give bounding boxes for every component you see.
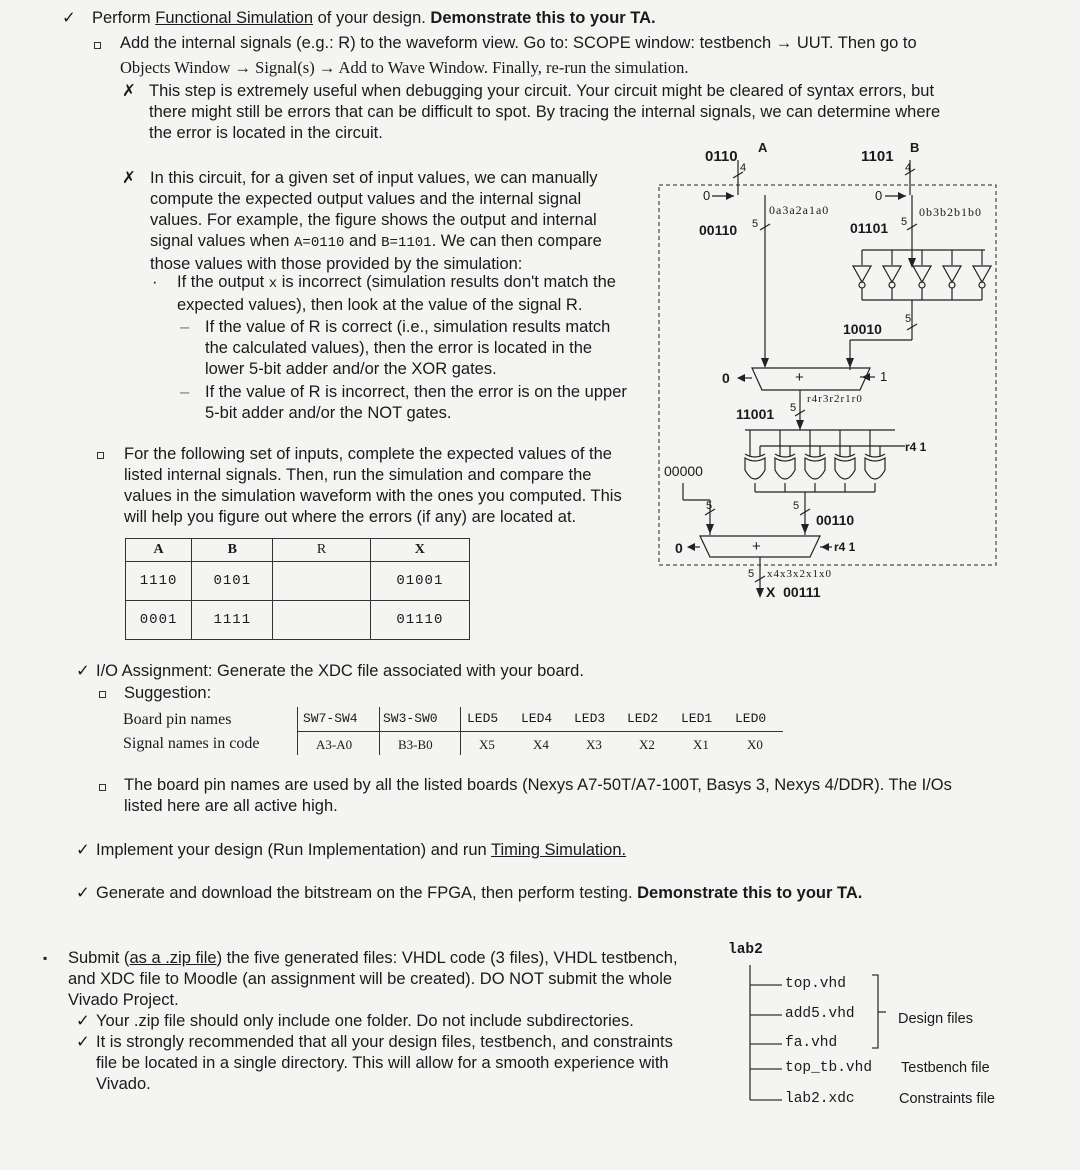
note1-line1: This step is extremely useful when debugging your circuit. Your circuit might be cleared of syntax errors, but	[149, 82, 935, 100]
b-ext-label: 01101	[850, 220, 889, 236]
a-ext-label: 00110	[699, 222, 738, 238]
bullet-square-icon	[94, 42, 101, 49]
board-note: The board pin names are used by all the listed boards (Nexys A7-50T/A7-100T, Basys 3, Nexys 4/DDR). The I/Os listed here are all active high.	[124, 776, 952, 815]
table-row	[126, 562, 470, 601]
implement-heading: Implement your design (Run Implementation) and run Timing Simulation.	[96, 841, 627, 859]
testbench-file-label: Testbench file	[901, 1060, 990, 1076]
signal-name-label: Signal names in code	[123, 735, 260, 752]
note-icon: ✗	[122, 82, 136, 100]
file-top-tb-vhd: top_tb.vhd	[785, 1060, 873, 1076]
bullet-square-icon-2	[97, 452, 104, 459]
cout2-label: 0	[675, 540, 683, 556]
a-zero-label: 0	[703, 188, 711, 203]
sub1-line1: If the output x is incorrect (simulation results don't match the	[177, 273, 616, 292]
dash-bullet-2: –	[180, 383, 190, 401]
n2-line5: those values with those provided by the simulation:	[150, 255, 523, 273]
output-incorrect-case	[177, 272, 647, 316]
suggestion-label: Suggestion:	[124, 684, 212, 702]
circuit-explanation	[150, 168, 640, 275]
xor-output-label: 00110	[816, 512, 855, 528]
board-pin-label: Board pin names	[123, 711, 232, 728]
n2-line4: signal values when A=0110 and B=1101. We can then compare	[150, 232, 602, 251]
col-x-header: X	[370, 539, 469, 562]
b-width-label: 4	[905, 162, 912, 174]
check-implement: ✓	[76, 841, 90, 859]
pin-led3: LED3	[574, 711, 606, 726]
r-bus-label: r4r3r2r1r0	[807, 393, 863, 405]
b-bus-label: 0b3b2b1b0	[919, 205, 982, 219]
x-bus-label: x4x3x2x1x0	[767, 568, 832, 580]
x-value-label: X 00111	[766, 584, 821, 600]
b-value-label: 1101	[861, 148, 894, 165]
note2-icon: ✗	[122, 169, 136, 187]
submit-bullet-icon: ▪	[43, 951, 48, 965]
a-width-label: 4	[740, 162, 747, 174]
not-width: 5	[905, 313, 912, 325]
timing-sim-link: Timing Simulation.	[491, 841, 627, 859]
instr-line2: Objects Window → Signal(s) → Add to Wave Window. Finally, re-run the simulation.	[120, 58, 689, 77]
single-directory-note: It is strongly recommended that all your design files, testbench, and constraints file be located in a single directory. This will allow for a smooth experience with Vivado.	[96, 1033, 673, 1093]
design-bracket	[872, 975, 878, 1048]
bullet-square-icon-3	[99, 691, 106, 698]
constraints-file-label: Constraints file	[899, 1091, 995, 1107]
table-header-row	[126, 539, 470, 562]
cell-x: 01110	[370, 601, 469, 640]
dash-bullet-1: –	[180, 318, 190, 336]
sig-a: A3-A0	[316, 737, 353, 752]
cout1-label: 0	[722, 370, 730, 386]
a-name-label: A	[758, 140, 768, 155]
bitstream-heading: Generate and download the bitstream on the FPGA, then perform testing. Demonstrate this to your TA.	[96, 884, 863, 902]
pin-led0: LED0	[735, 711, 767, 726]
col-a-header: A	[126, 539, 192, 562]
cin2-label: r4 1	[834, 540, 856, 554]
table-row	[126, 601, 470, 640]
functional-sim-heading	[92, 8, 656, 29]
cell-a: 0001	[126, 601, 192, 640]
sig-b: B3-B0	[398, 737, 433, 752]
file-top-vhd: top.vhd	[785, 976, 846, 992]
heading-pre: Perform	[92, 9, 156, 27]
io-assignment-heading: I/O Assignment: Generate the XDC file associated with your board.	[96, 662, 584, 680]
pin-sw7-sw4: SW7-SW4	[303, 711, 358, 726]
r-incorrect-case: If the value of R is incorrect, then the error is on the upper 5-bit adder and/or the NOT gates.	[205, 383, 627, 422]
sig-x3: X3	[586, 737, 602, 752]
r4-label: r4 1	[905, 440, 927, 454]
check-bitstream: ✓	[76, 884, 90, 902]
heading-mid: of your design.	[313, 9, 431, 27]
a-bus-label: 0a3a2a1a0	[769, 203, 830, 217]
dot-bullet: ·	[152, 273, 158, 291]
upper-adder	[752, 368, 870, 390]
xor-width: 5	[793, 500, 800, 512]
b-zero-label: 0	[875, 188, 883, 203]
check-zip: ✓	[76, 1012, 90, 1030]
cell-r[interactable]	[273, 601, 370, 640]
file-lab2-xdc: lab2.xdc	[785, 1091, 855, 1107]
instr-line1: Add the internal signals (e.g.: R) to the waveform view. Go to: SCOPE window: testbench → UUT. Then go to	[120, 34, 917, 52]
col-b-header: B	[192, 539, 273, 562]
sub1-line2: expected values), then look at the value of the signal R.	[177, 296, 583, 314]
pin-led2: LED2	[627, 711, 659, 726]
cell-a: 1110	[126, 562, 192, 601]
bullet-square-icon-4	[99, 784, 106, 791]
pin-sw3-sw0: SW3-SW0	[383, 711, 438, 726]
zip-file-link: as a .zip file	[129, 949, 217, 967]
n2-line2: compute the expected output values and the internal signal	[150, 190, 582, 208]
sig-x2: X2	[639, 737, 655, 752]
check-functional-sim: ✓	[62, 9, 76, 27]
a-ext-width: 5	[752, 218, 759, 230]
adder2-plus: +	[752, 538, 761, 555]
sig-x4: X4	[533, 737, 549, 752]
zeros-input-label: 00000	[664, 463, 703, 479]
r-correct-case: If the value of R is correct (i.e., simulation results match the calculated values), then the error is located in the lower 5-bit adder and/or the XOR gates.	[205, 318, 611, 378]
internal-signals-instructions	[120, 33, 1010, 78]
b-ext-width: 5	[901, 216, 908, 228]
pin-led4: LED4	[521, 711, 553, 726]
file-add5-vhd: add5.vhd	[785, 1006, 855, 1022]
not-gates	[853, 266, 991, 288]
x-width: 5	[748, 568, 755, 580]
col-r-header: R	[273, 539, 370, 562]
expected-values-instructions: For the following set of inputs, complete the expected values of the listed internal signals. Then, run the simulation and compare the values in the simulation waveform with the ones you computed. This will help you figure out where the errors (if any) are located at.	[124, 445, 622, 526]
design-files-label: Design files	[898, 1011, 973, 1027]
expected-values-table	[125, 538, 470, 640]
not-output-label: 10010	[843, 321, 882, 337]
xor-gates	[745, 454, 885, 479]
heading-bold: Demonstrate this to your TA.	[430, 9, 656, 27]
cell-x: 01001	[370, 562, 469, 601]
r-width: 5	[790, 402, 797, 414]
b-name-label: B	[910, 140, 920, 155]
note1-line2: there might still be errors that can be difficult to spot. By tracing the internal signals, we can determine where	[149, 103, 941, 121]
pin-led1: LED1	[681, 711, 713, 726]
zip-folder-note: Your .zip file should only include one folder. Do not include subdirectories.	[96, 1012, 634, 1030]
n2-line3: values. For example, the figure shows the output and internal	[150, 211, 597, 229]
cin1-label: 1	[880, 369, 888, 384]
submission-instructions: Submit (as a .zip file) the five generated files: VHDL code (3 files), VHDL testbench, and XDC file to Moodle (an assignment will be created). DO NOT submit the whole Vivado Project.	[68, 949, 678, 1009]
sig-x5: X5	[479, 737, 495, 752]
sig-x1: X1	[693, 737, 709, 752]
sig-x0: X0	[747, 737, 763, 752]
debug-note	[149, 81, 1009, 144]
note1-line3: the error is located in the circuit.	[149, 124, 383, 142]
folder-lab2: lab2	[728, 942, 763, 958]
check-directory: ✓	[76, 1033, 90, 1051]
pin-row-divider	[297, 731, 783, 732]
adder1-plus: +	[795, 369, 804, 386]
a-value-label: 0110	[705, 148, 738, 165]
r-value-label: 11001	[736, 406, 775, 422]
n2-line1: In this circuit, for a given set of input values, we can manually	[150, 169, 598, 187]
zeros-width: 5	[706, 500, 713, 512]
pin-led5: LED5	[467, 711, 499, 726]
file-fa-vhd: fa.vhd	[785, 1035, 838, 1051]
check-io: ✓	[76, 662, 90, 680]
cell-r[interactable]	[273, 562, 370, 601]
cell-b: 0101	[192, 562, 273, 601]
functional-sim-link: Functional Simulation	[155, 9, 314, 27]
cell-b: 1111	[192, 601, 273, 640]
